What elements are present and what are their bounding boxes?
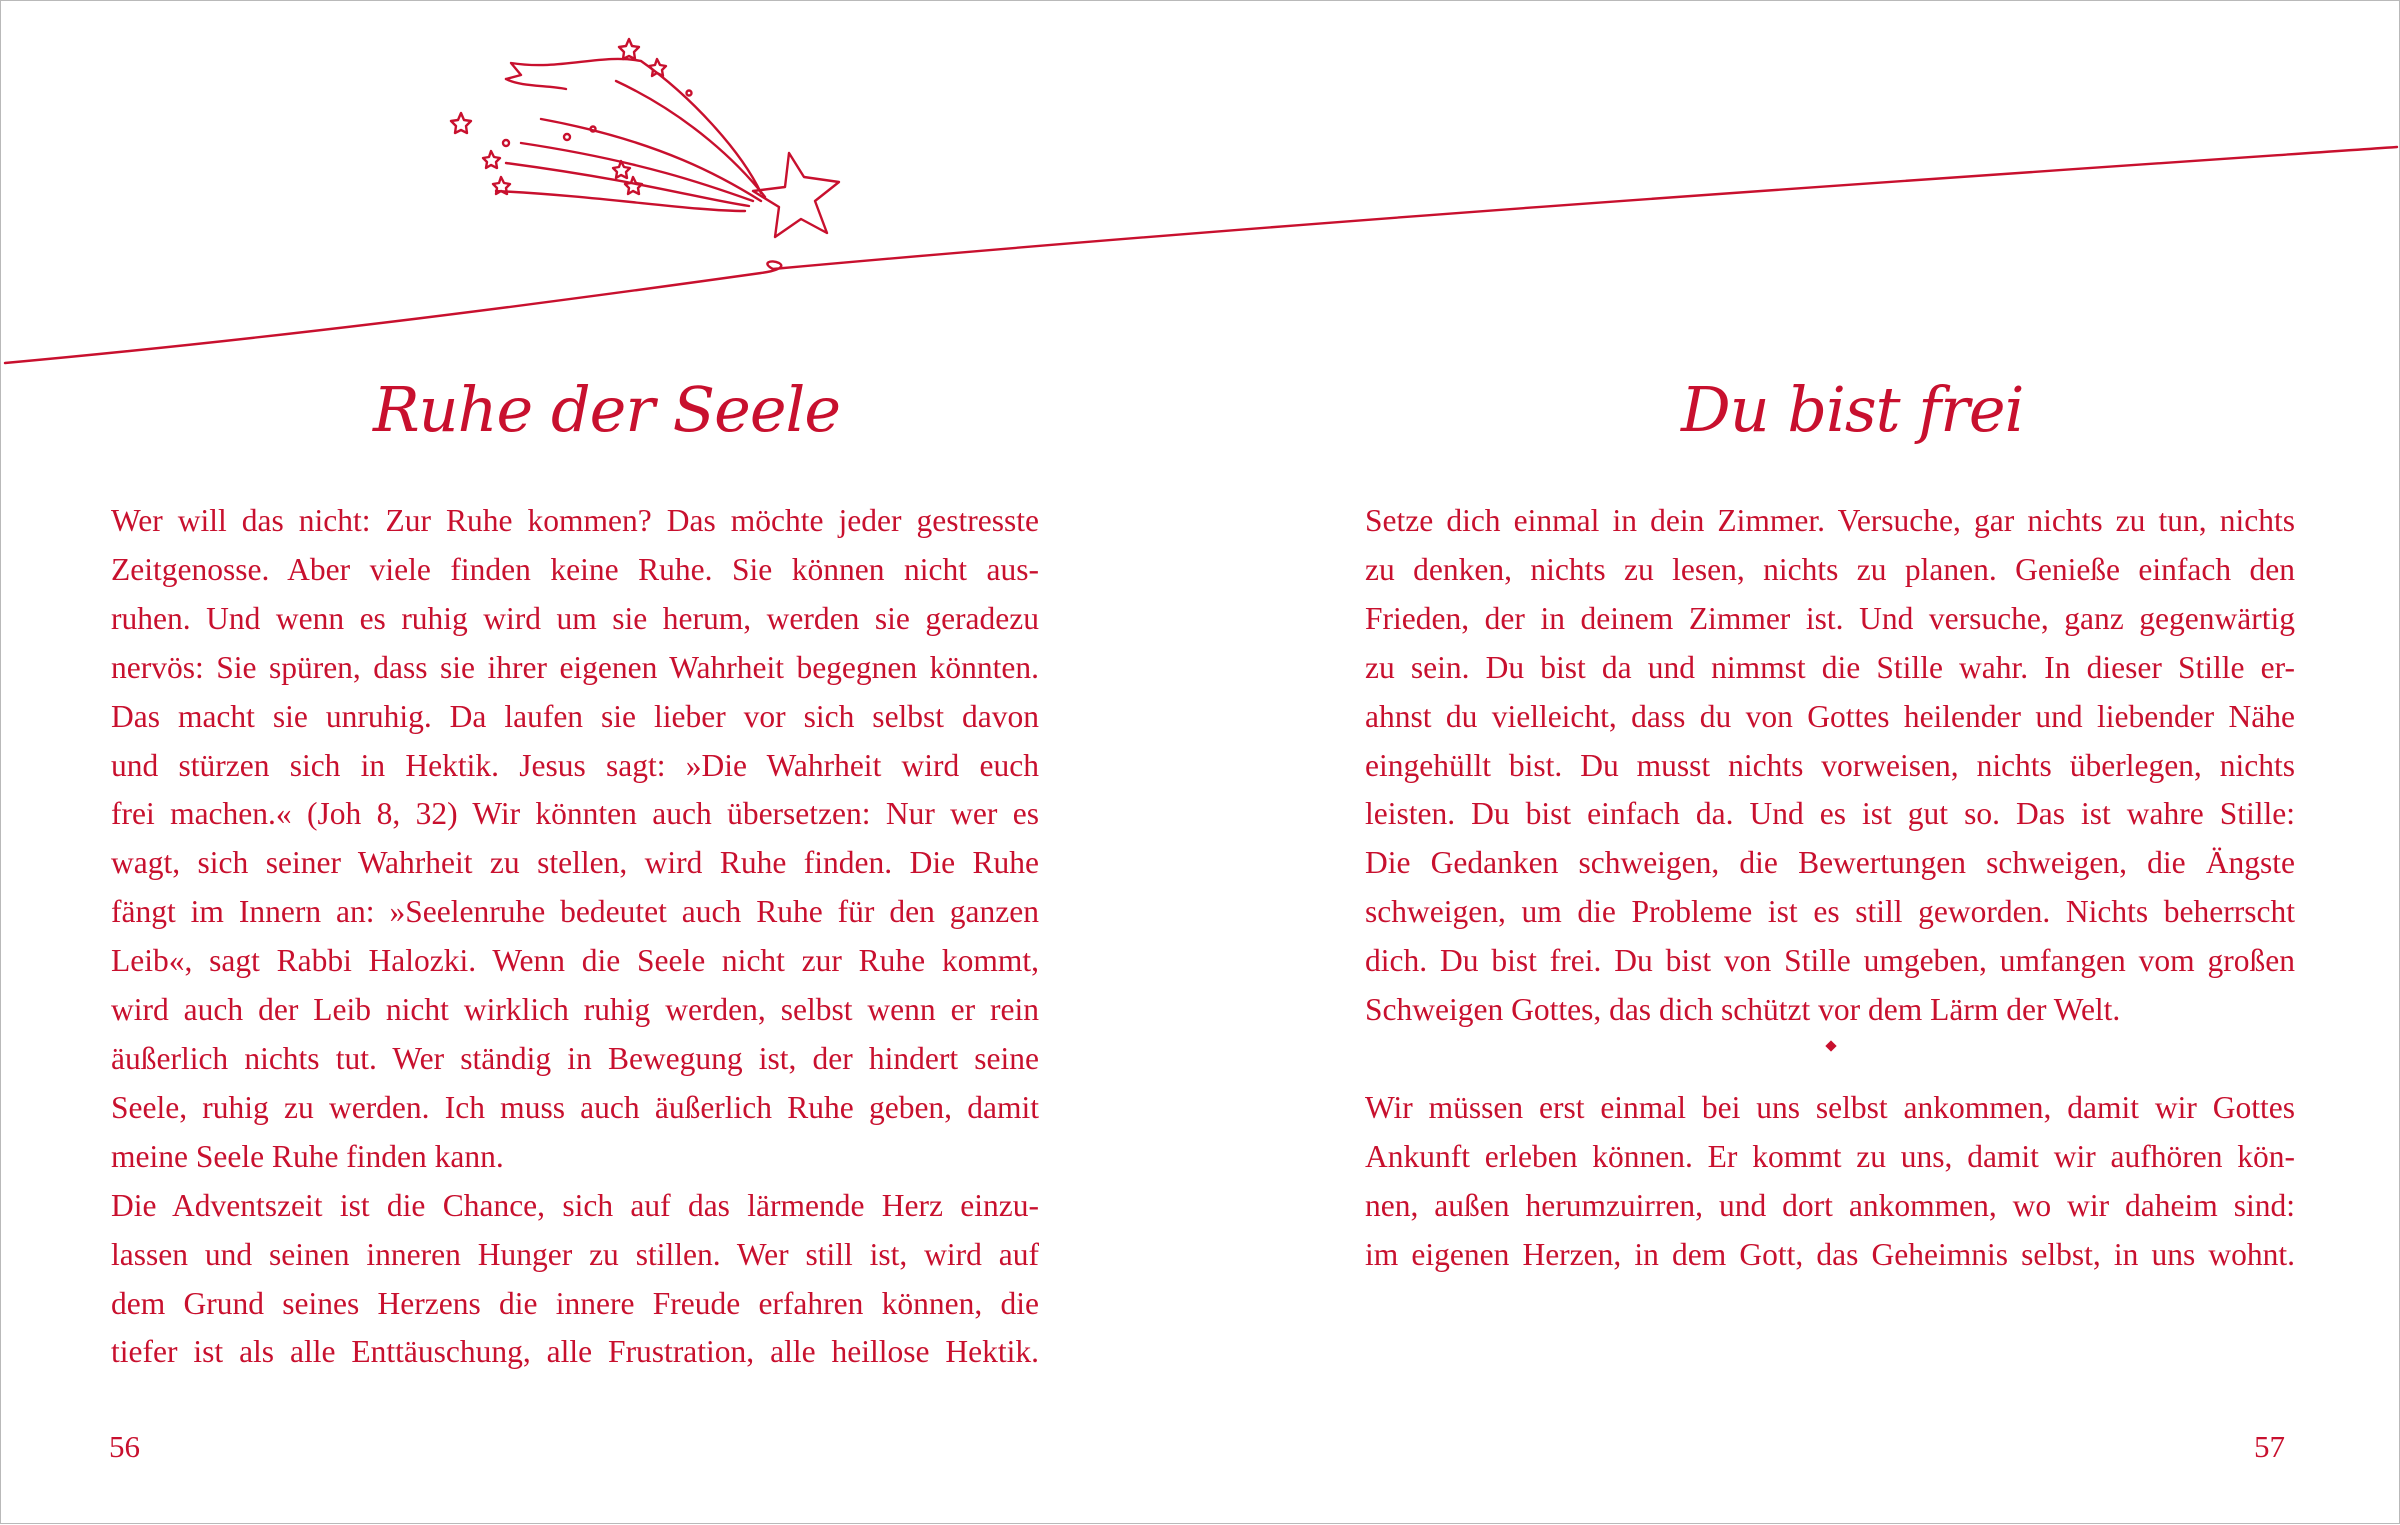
right-page-text-second bbox=[1365, 1084, 2295, 1280]
text-line: Zeitgenosse. Aber viele finden keine Ruhe. Sie können nicht aus- bbox=[111, 551, 1039, 587]
text-line: im eigenen Herzen, in dem Gott, das Geheimnis selbst, in uns wohnt. bbox=[1365, 1236, 2295, 1272]
text-line: schweigen, um die Probleme ist es still geworden. Nichts beherrscht bbox=[1365, 894, 2295, 930]
text-line: Das macht sie unruhig. Da laufen sie lieber vor sich selbst davon bbox=[111, 698, 1039, 734]
text-line: dem Grund seines Herzens die innere Freude erfahren können, die bbox=[111, 1285, 1039, 1321]
text-line: lassen und seinen inneren Hunger zu stillen. Wer still ist, wird auf bbox=[111, 1236, 1039, 1272]
text-line: nen, außen herumzuirren, und dort ankommen, wo wir daheim sind: bbox=[1365, 1187, 2295, 1223]
page-number-left: 56 bbox=[109, 1429, 140, 1464]
text-line: Ankunft erleben können. Er kommt zu uns, damit wir aufhören kön- bbox=[1365, 1138, 2295, 1174]
text-line: Die Adventszeit ist die Chance, sich auf das lärmende Herz einzu- bbox=[111, 1187, 1039, 1223]
text-line: Schweigen Gottes, das dich schützt vor dem Lärm der Welt. bbox=[1365, 992, 2121, 1028]
right-page-text bbox=[1365, 497, 2295, 1035]
text-line: tiefer ist als alle Enttäuschung, alle Frustration, alle heillose Hektik. bbox=[111, 1334, 1039, 1370]
text-line: Wer will das nicht: Zur Ruhe kommen? Das möchte jeder gestresste bbox=[111, 503, 1039, 538]
text-line: Setze dich einmal in dein Zimmer. Versuche, gar nichts zu tun, nichts bbox=[1365, 503, 2295, 538]
section-divider-dot bbox=[1825, 1040, 1836, 1051]
text-line: dich. Du bist frei. Du bist von Stille umgeben, umfangen vom großen bbox=[1365, 943, 2295, 979]
text-line: Wir müssen erst einmal bei uns selbst ankommen, damit wir Gottes bbox=[1365, 1090, 2295, 1125]
text-line: wagt, sich seiner Wahrheit zu stellen, wird Ruhe finden. Die Ruhe bbox=[111, 845, 1039, 881]
text-line: zu sein. Du bist da und nimmst die Stille wahr. In dieser Stille er- bbox=[1365, 649, 2295, 685]
text-line: fängt im Innern an: »Seelenruhe bedeutet auch Ruhe für den ganzen bbox=[111, 894, 1039, 930]
text-line: leisten. Du bist einfach da. Und es ist gut so. Das ist wahre Stille: bbox=[1365, 796, 2295, 832]
text-line: Frieden, der in deinem Zimmer ist. Und versuche, ganz gegenwärtig bbox=[1365, 600, 2295, 636]
text-line: nervös: Sie spüren, dass sie ihrer eigenen Wahrheit begegnen könnten. bbox=[111, 649, 1039, 685]
text-line: Leib«, sagt Rabbi Halozki. Wenn die Seele nicht zur Ruhe kommt, bbox=[111, 943, 1039, 979]
text-line: zu denken, nichts zu lesen, nichts zu planen. Genieße einfach den bbox=[1365, 551, 2295, 587]
text-line: Die Gedanken schweigen, die Bewertungen schweigen, die Ängste bbox=[1365, 845, 2295, 881]
star-icon bbox=[753, 153, 839, 237]
left-page-heading: Ruhe der Seele bbox=[373, 373, 841, 446]
left-page-text bbox=[111, 497, 1039, 1377]
text-line: äußerlich nichts tut. Wer ständig in Bewegung ist, der hindert seine bbox=[111, 1040, 1039, 1076]
text-line: eingehüllt bist. Du musst nichts vorweisen, nichts überlegen, nichts bbox=[1365, 747, 2295, 783]
text-line: meine Seele Ruhe finden kann. bbox=[111, 1138, 504, 1174]
text-line: frei machen.« (Joh 8, 32) Wir könnten auch übersetzen: Nur wer es bbox=[111, 796, 1039, 832]
text-line: und stürzen sich in Hektik. Jesus sagt: »Die Wahrheit wird euch bbox=[111, 747, 1039, 783]
text-line: ruhen. Und wenn es ruhig wird um sie herum, werden sie geradezu bbox=[111, 600, 1039, 636]
text-line: ahnst du vielleicht, dass du von Gottes heilender und liebender Nähe bbox=[1365, 698, 2295, 734]
divider-line bbox=[5, 147, 2397, 363]
text-line: wird auch der Leib nicht wirklich ruhig werden, selbst wenn er rein bbox=[111, 992, 1039, 1028]
right-page-heading: Du bist frei bbox=[1681, 373, 2024, 446]
text-line: Seele, ruhig zu werden. Ich muss auch äußerlich Ruhe geben, damit bbox=[111, 1089, 1039, 1125]
page-number-right: 57 bbox=[2254, 1429, 2285, 1464]
